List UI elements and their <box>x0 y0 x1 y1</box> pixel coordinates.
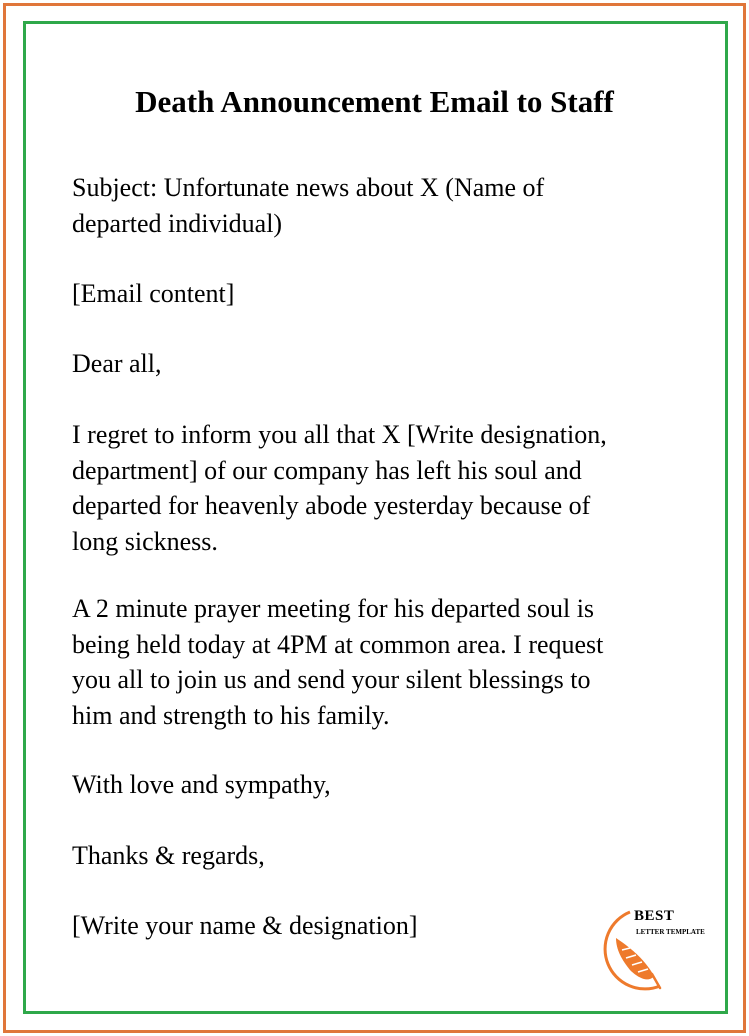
paragraph-announcement <box>72 417 692 559</box>
paragraph-line: I regret to inform you all that X [Write designation, <box>72 420 607 449</box>
paragraph-line: A 2 minute prayer meeting for his departed soul is <box>72 594 595 623</box>
subject-line: Subject: Unfortunate news about X (Name of <box>72 173 545 202</box>
paragraph-line: you all to join us and send your silent blessings to <box>72 665 591 694</box>
best-letter-template-logo <box>594 906 714 998</box>
logo-brand: BEST <box>634 908 675 924</box>
email-content-label: [Email content] <box>72 279 235 308</box>
closing-line: With love and sympathy, <box>72 770 331 799</box>
logo-tagline: LETTER TEMPLATE <box>636 928 705 936</box>
paragraph-line: him and strength to his family. <box>72 700 390 730</box>
paragraph-prayer-meeting <box>72 591 692 733</box>
signature-placeholder: [Write your name & designation] <box>72 911 418 940</box>
thanks-line: Thanks & regards, <box>72 841 265 870</box>
subject-block <box>72 170 692 241</box>
greeting: Dear all, <box>72 349 162 378</box>
paragraph-line: departed for heavenly abode yesterday because of <box>72 491 591 520</box>
subject-line: departed individual) <box>72 208 283 238</box>
paragraph-line: long sickness. <box>72 526 218 556</box>
paragraph-line: department] of our company has left his soul and <box>72 455 582 485</box>
document-title: Death Announcement Email to Staff <box>135 84 614 119</box>
paragraph-line: being held today at 4PM at common area. I request <box>72 629 604 659</box>
